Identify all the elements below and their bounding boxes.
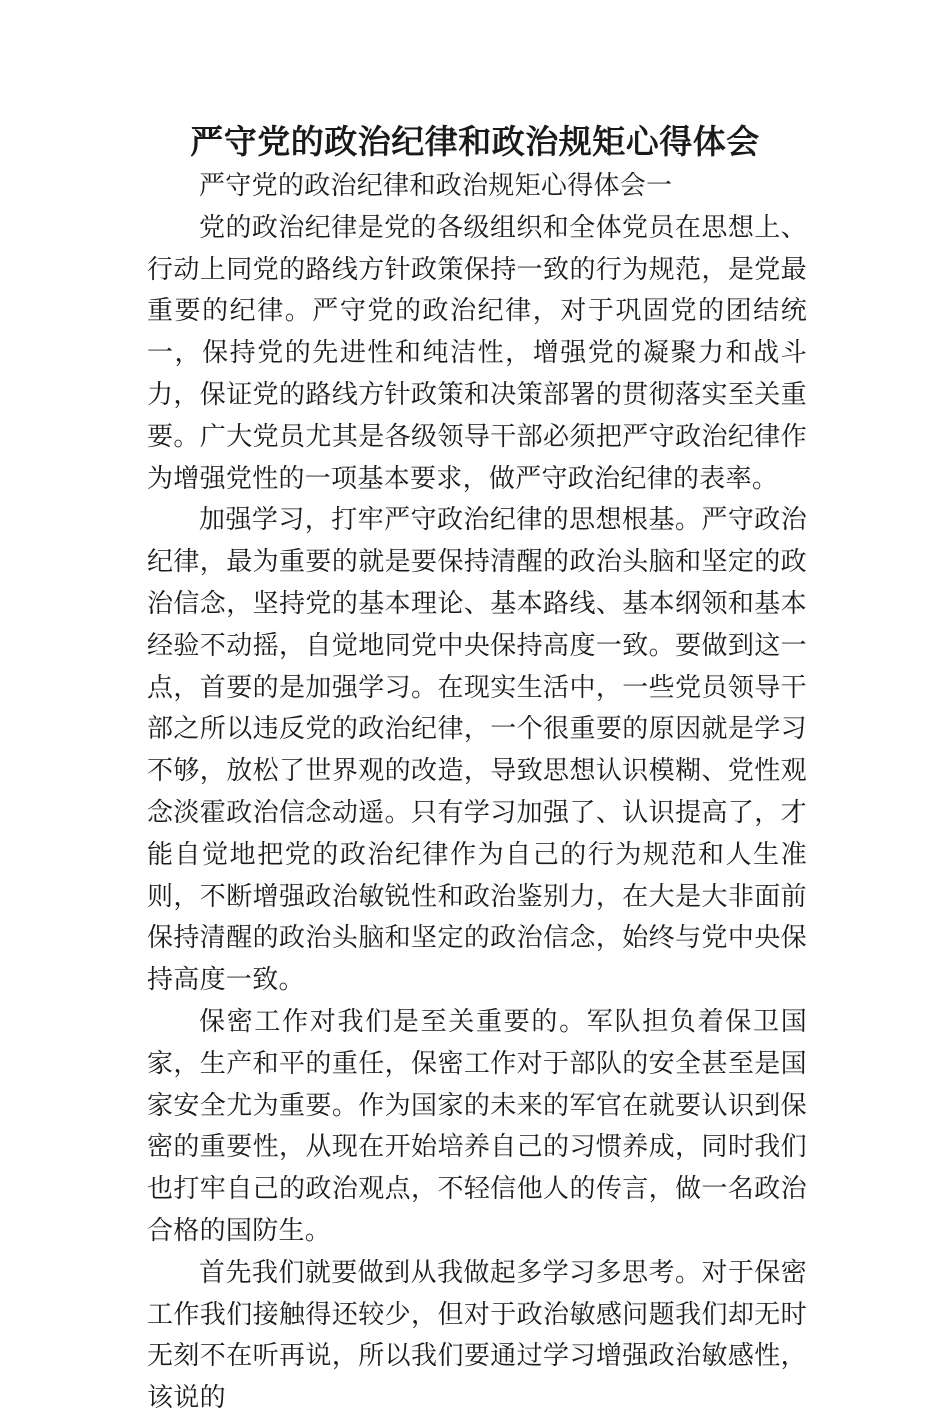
paragraph: 保密工作对我们是至关重要的。军队担负着保卫国家，生产和平的重任，保密工作对于部队的安全甚至是国家安全尤为重要。作为国家的未来的军官在就要认识到保密的重要性，从现在开始培养自己的习惯养成，同时我们也打牢自己的政治观点，不轻信他人的传言，做一名政治合格的国防生。 xyxy=(147,1006,807,1246)
paragraph: 加强学习，打牢严守政治纪律的思想根基。严守政治纪律，最为重要的就是要保持清醒的政治头脑和坚定的政治信念，坚持党的基本理论、基本路线、基本纲领和基本经验不动摇，自觉地同党中央保持高度一致。要做到这一点，首要的是加强学习。在现实生活中，一些党员领导干部之所以违反党的政治纪律，一个很重要的原因就是学习不够，放松了世界观的改造，导致思想认识模糊、党性观念淡霍政治信念动遥。只有学习加强了、认识提高了，才能自觉地把党的政治纪律作为自己的行为规范和人生准则，不断增强政治敏锐性和政治鉴别力，在大是大非面前保持清醒的政治头脑和坚定的政治信念，始终与党中央保持高度一致。 xyxy=(147,505,807,996)
document-title: 严守党的政治纪律和政治规矩心得体会 xyxy=(190,122,760,161)
document-subtitle: 严守党的政治纪律和政治规矩心得体会一 xyxy=(199,171,673,201)
document-body xyxy=(147,166,807,1420)
paragraph: 党的政治纪律是党的各级组织和全体党员在思想上、行动上同党的路线方针政策保持一致的行为规范，是党最重要的纪律。严守党的政治纪律，对于巩固党的团结统一，保持党的先进性和纯洁性，增强党的凝聚力和战斗力，保证党的路线方针政策和决策部署的贯彻落实至关重要。广大党员尤其是各级领导干部必须把严守政治纪律作为增强党性的一项基本要求，做严守政治纪律的表率。 xyxy=(147,212,807,494)
paragraph: 首先我们就要做到从我做起多学习多思考。对于保密工作我们接触得还较少，但对于政治敏感问题我们却无时无刻不在听再说，所以我们要通过学习增强政治敏感性，该说的 xyxy=(147,1257,807,1414)
